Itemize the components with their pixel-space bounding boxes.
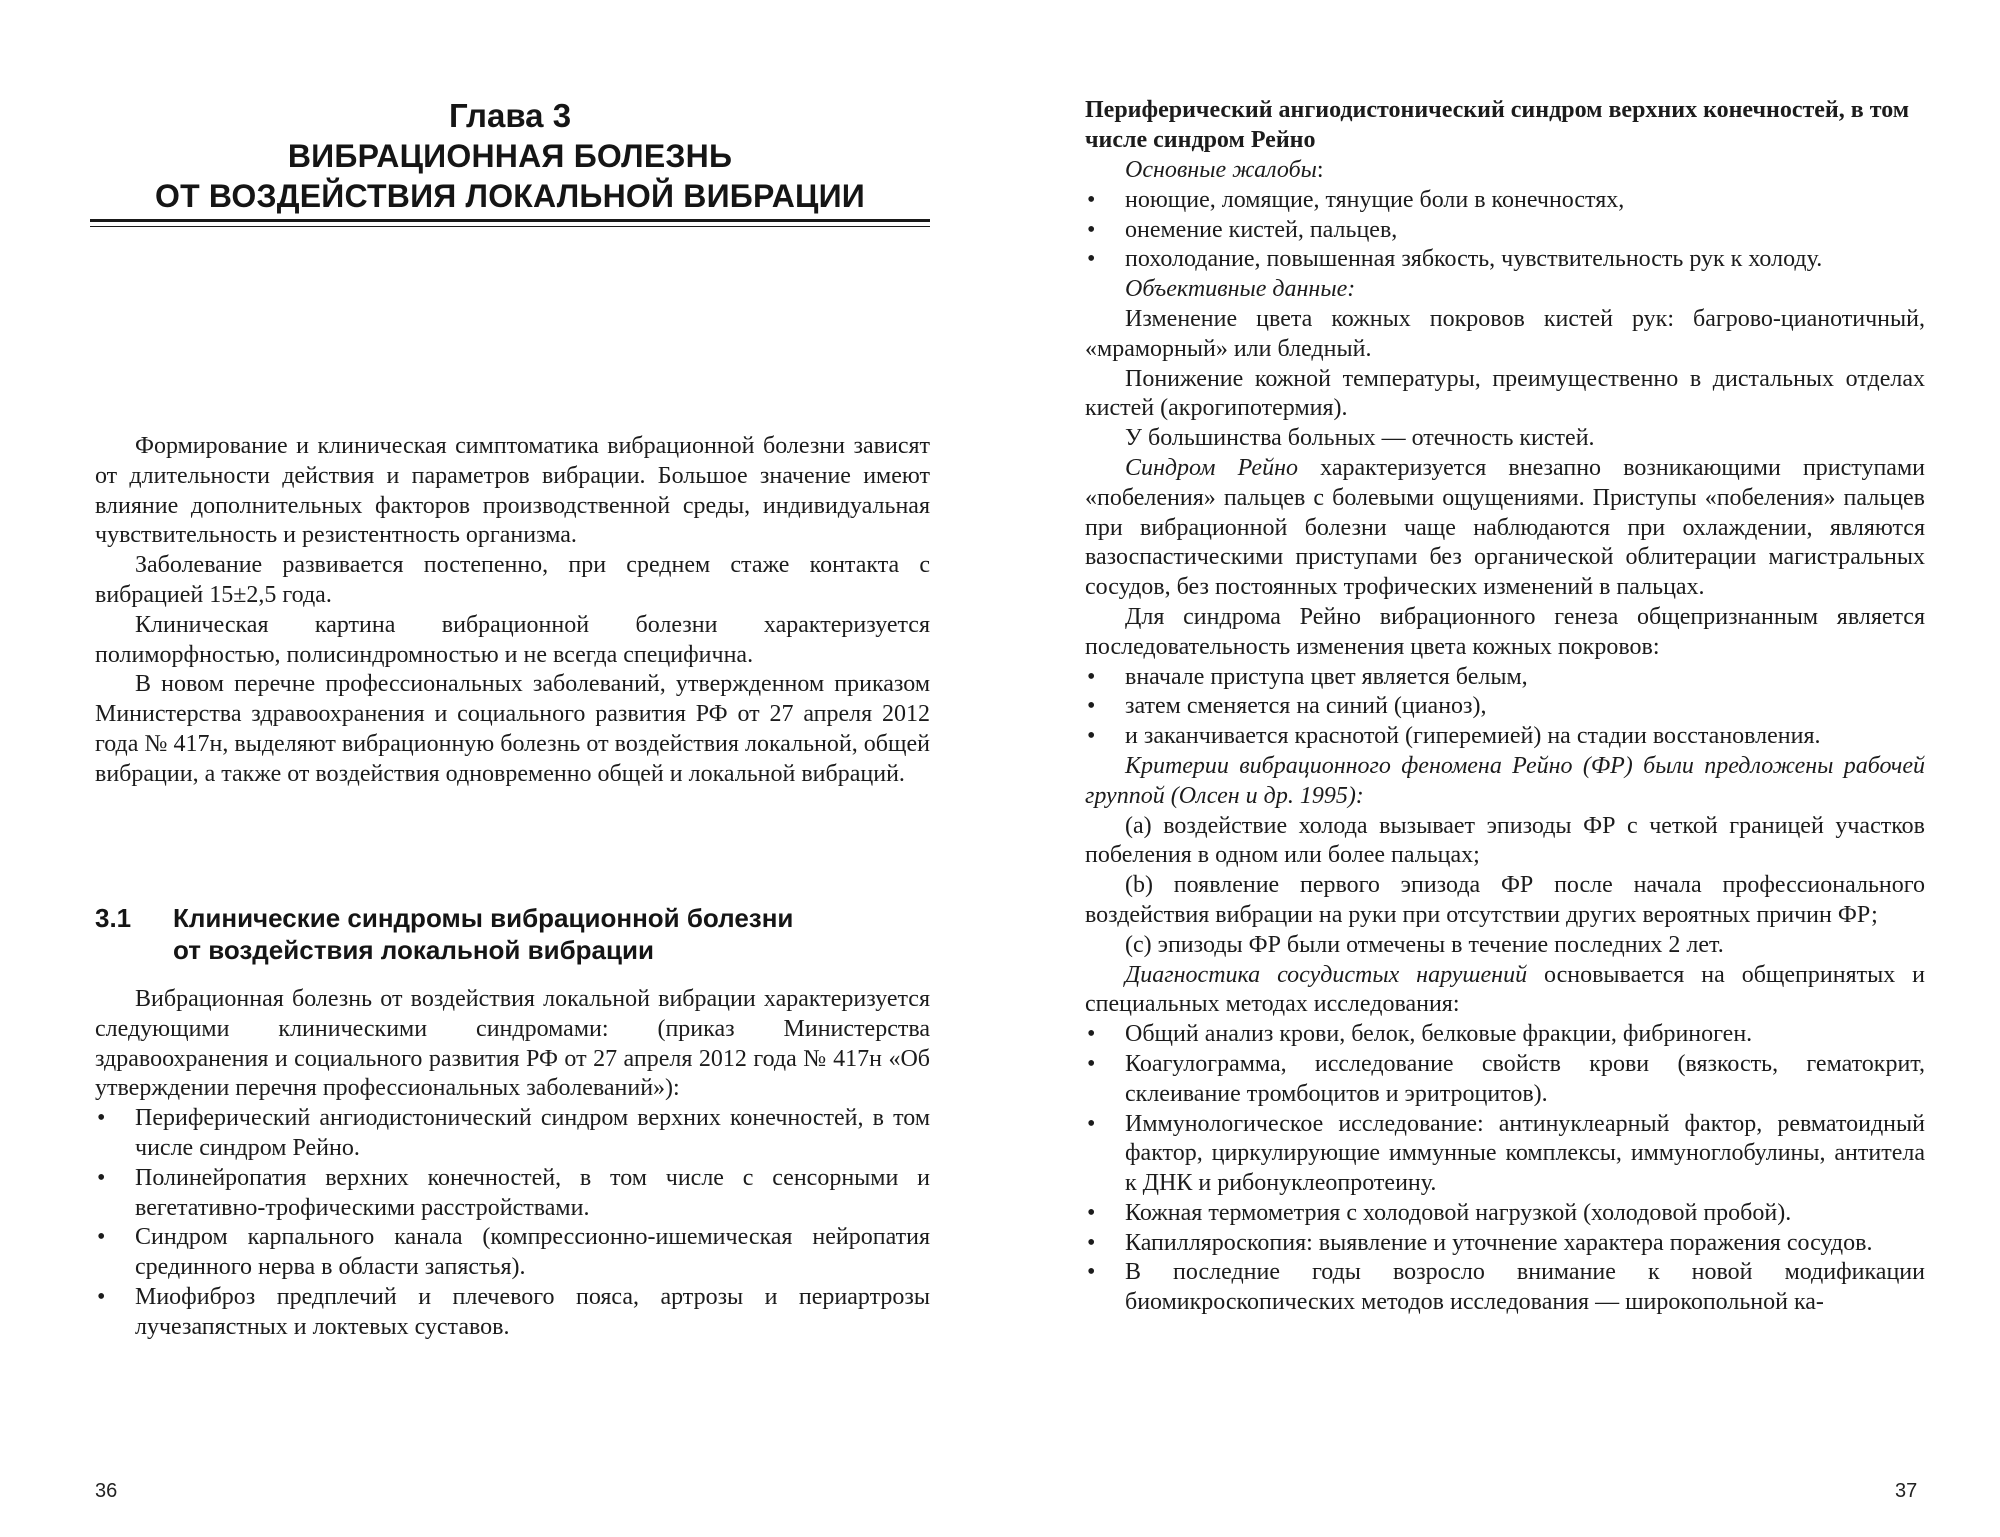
chapter-rule-thin (90, 226, 930, 227)
syndrome-list (95, 1104, 930, 1342)
criteria-intro: Критерии вибрационного феномена Рейно (ФР) были предложены рабочей группой (Олсен и др. 1995): (1085, 752, 1925, 809)
chapter-label: Глава 3 (448, 97, 572, 134)
page-number: 36 (95, 1480, 118, 1502)
paragraph: В новом перечне профессиональных заболеваний, утвержденном приказом Министерства здравоохранения и социального развития РФ от 27 апреля 2012 года № 417н, выделяют вибрационную болезнь от воздействия локальной, общей вибрации, а также от воздействия одновременно общей и локальной вибраций. (95, 671, 930, 787)
paragraph: Клиническая картина вибрационной болезни характеризуется полиморфностью, полисиндромностью и не всегда специфична. (95, 611, 930, 668)
diagnostics-term: Диагностика сосудистых нарушений (1125, 961, 1528, 988)
list-item: • похолодание, повышенная зябкость, чувствительность рук к холоду. (1085, 245, 1925, 275)
list-item: • Коагулограмма, исследование свойств крови (вязкость, гематокрит, склеивание тромбоцитов и эритроцитов). (1085, 1050, 1925, 1110)
section-title-line-2: от воздействия локальной вибрации (173, 935, 654, 965)
paragraph: Заболевание развивается постепенно, при среднем стаже контакта с вибрацией 15±2,5 года. (95, 552, 930, 608)
list-item: • Кожная термометрия с холодовой нагрузкой (холодовой пробой). (1085, 1199, 1925, 1229)
section-title-line-1: Клинические синдромы вибрационной болезни (173, 903, 794, 933)
section-number: 3.1 (95, 903, 132, 933)
paragraph: Понижение кожной температуры, преимущественно в дистальных отделах кистей (акрогипотермия). (1085, 365, 1925, 422)
sequence-intro: Для синдрома Рейно вибрационного генеза общепризнанным является последовательность изменения цвета кожных покровов: (1085, 603, 1925, 660)
right-text (1085, 156, 1925, 1318)
objective-label: Объективные данные: (1125, 276, 1356, 303)
chapter-heading (90, 96, 930, 216)
chapter-title-line-1: ВИБРАЦИОННАЯ БОЛЕЗНЬ (287, 138, 733, 174)
diagnostics-list (1085, 1020, 1925, 1318)
intro-text (95, 432, 930, 790)
sequence-list (1085, 663, 1925, 752)
list-item: • Капилляроскопия: выявление и уточнение характера поражения сосудов. (1085, 1229, 1925, 1259)
list-item: • Иммунологическое исследование: антинуклеарный фактор, ревматоидный фактор, циркулирующие иммунные комплексы, иммуноглобулины, антитела к ДНК и рибонуклеопротеину. (1085, 1110, 1925, 1199)
list-item: • Полинейропатия верхних конечностей, в том числе с сенсорными и вегетативно-трофическими расстройствами. (95, 1164, 930, 1224)
paragraph: У большинства больных — отечность кистей. (1125, 425, 1595, 452)
list-item: • Синдром карпального канала (компрессионно-ишемическая нейропатия срединного нерва в области запястья). (95, 1223, 930, 1283)
paragraph: Изменение цвета кожных покровов кистей рук: багрово-цианотичный, «мраморный» или бледный. (1085, 305, 1925, 362)
list-item: • Миофиброз предплечий и плечевого пояса, артрозы и периартрозы лучезапястных и локтевых суставов. (95, 1283, 930, 1343)
complaints-label: Основные жалобы: (1125, 157, 1324, 183)
raynaud-term: Синдром Рейно (1125, 454, 1298, 481)
list-item: • Общий анализ крови, белок, белковые фракции, фибриноген. (1085, 1020, 1925, 1050)
list-item: • ноющие, ломящие, тянущие боли в конечностях, (1085, 186, 1925, 216)
section-intro: Вибрационная болезнь от воздействия локальной вибрации характеризуется следующими клиническими синдромами: (приказ Министерства здравоохранения и социального развития РФ от 27 апреля 2012 года № 417н «Об утверждении перечня профессиональных заболеваний»): (95, 986, 930, 1102)
section-heading (95, 902, 930, 966)
list-item: • Периферический ангиодистонический синдром верхних конечностей, в том числе синдром Рейно. (95, 1104, 930, 1164)
criterion: (b) появление первого эпизода ФР после начала профессионального воздействия вибрации на руки при отсутствии других вероятных причин ФР; (1085, 872, 1925, 928)
list-item: • В последние годы возросло внимание к новой модификации биомикроскопических методов исследования — широкопольной ка- (1085, 1258, 1925, 1318)
list-item: • затем сменяется на синий (цианоз), (1085, 692, 1925, 722)
list-item: • вначале приступа цвет является белым, (1085, 663, 1925, 693)
paragraph: Формирование и клиническая симптоматика вибрационной болезни зависят от длительности действия и параметров вибрации. Большое значение имеют влияние дополнительных факторов производственной среды, индивидуальная чувствительность и резистентность организма. (95, 433, 930, 549)
criterion: (c) эпизоды ФР были отмечены в течение последних 2 лет. (1125, 931, 1724, 958)
section-text (95, 985, 930, 1343)
list-item: • онемение кистей, пальцев, (1085, 216, 1925, 246)
chapter-rule-thick (90, 219, 930, 222)
raynaud-paragraph: Синдром Рейно характеризуется внезапно возникающими приступами «побеления» пальцев с болевыми ощущениями. Приступы «побеления» пальцев при вибрационной болезни чаще наблюдаются при охлаждении, являются вазоспастическими приступами без органической облитерации магистральных сосудов, без постоянных трофических изменений в пальцах. (1085, 454, 1925, 601)
chapter-title-line-2: ОТ ВОЗДЕЙСТВИЯ ЛОКАЛЬНОЙ ВИБРАЦИИ (154, 178, 866, 214)
right-heading: Периферический ангиодистонический синдром верхних конечностей, в том числе синдром Рейно (1085, 97, 1910, 153)
diagnostics-paragraph: Диагностика сосудистых нарушений основывается на общепринятых и специальных методах исследования: (1085, 961, 1925, 1018)
page-number: 37 (1895, 1480, 1918, 1502)
criterion: (a) воздействие холода вызывает эпизоды ФР с четкой границей участков побеления в одном или более пальцах; (1085, 812, 1925, 869)
list-item: • и заканчивается краснотой (гиперемией) на стадии восстановления. (1085, 722, 1925, 752)
complaints-list (1085, 186, 1925, 275)
